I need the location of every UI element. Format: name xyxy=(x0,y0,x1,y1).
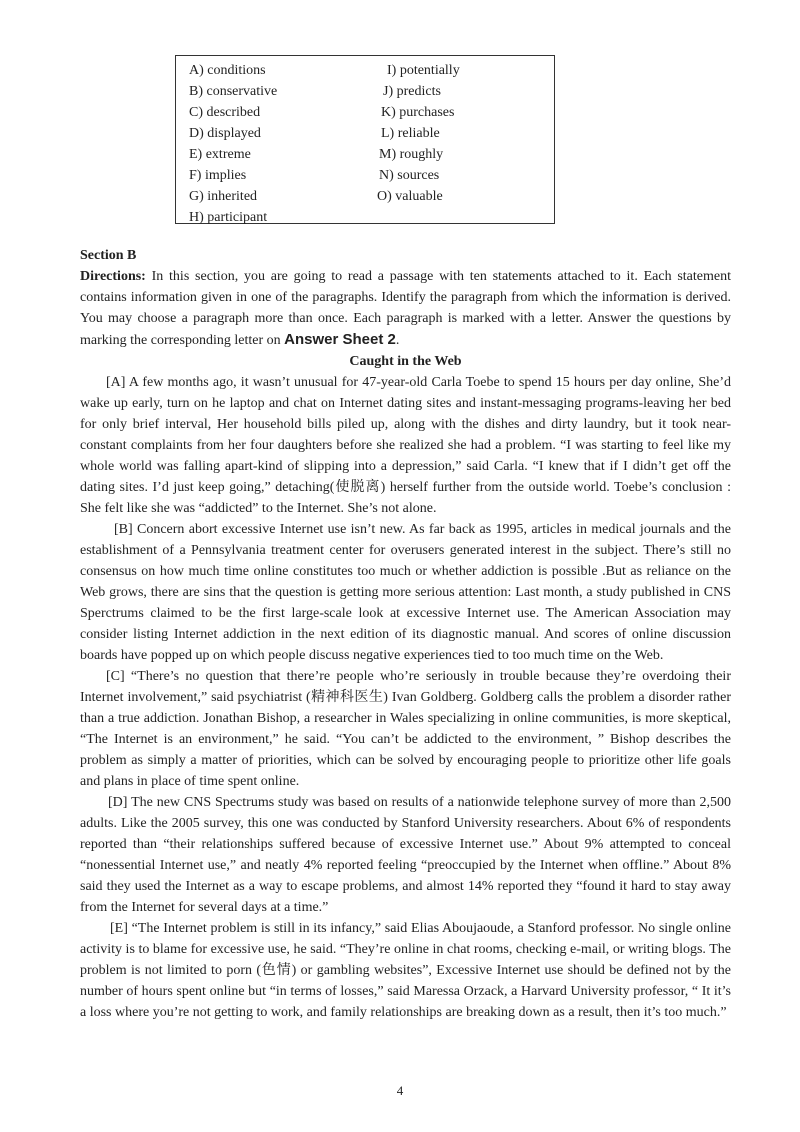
word-option: K) purchases xyxy=(381,105,455,120)
word-option: D) displayed xyxy=(189,126,261,141)
paragraph-c: [C] “There’s no question that there’re people who’re seriously in trouble because they’re overdoing their Internet involvement,” said psychiatrist (精神科医生) Ivan Goldberg. Goldberg calls the problem a disorder rather than a true addiction. Jonathan Bishop, a researcher in Wales specializing in online communities, is more skeptical, “The Internet is an environment,” he said. “You can’t be addicted to the environment, ” Bishop describes the problem as simply a matter of priorities, which can be solved by encouraging people to prioritize other life goals and plans in place of time spent online. xyxy=(80,669,731,789)
word-option: F) implies xyxy=(189,168,247,183)
paragraph-a: [A] A few months ago, it wasn’t unusual for 47-year-old Carla Toebe to spend 15 hours per day online, She’d wake up early, turn on he laptop and chat on Internet dating sites and instant-messaging programs-leaving her bed for only brief interval, Her household bills piled up, along with the dishes and dirty laundry, but it took near-constant complaints from her four daughters before she realized she had a problem. “I was starting to feel like my whole world was falling apart-kind of slipping into a depression,” said Carla. “I knew that if I didn’t get off the dating sites. I’d just keep going,” detaching(使脱离) herself further from the outside world. Toebe’s conclusion : She felt like she was “addicted” to the Internet. She’s not alone. xyxy=(80,375,731,516)
passage-title: Caught in the Web xyxy=(349,354,462,369)
word-option: I) potentially xyxy=(387,63,460,78)
directions-period: . xyxy=(395,333,400,348)
word-option: A) conditions xyxy=(189,63,266,78)
paragraph-e: [E] “The Internet problem is still in its infancy,” said Elias Aboujaoude, a Stanford professor. No single online activity is to blame for excessive use, he said. “They’re online in chat rooms, checking e-mail, or writing blogs. The problem is not limited to porn (色情) or gambling websites”, Excessive Internet use should be defined not by the number of hours spent online but “in terms of losses,” said Maressa Orzack, a Harvard University professor, “ It it’s a loss where you’re not getting to work, and family relationships are breaking down as a result, then it’s too much.” xyxy=(80,921,731,1020)
word-option: C) described xyxy=(189,105,261,120)
directions-text: In this section, you are going to read a passage with ten statements attached to it. Each statement contains information given in one of the paragraphs. Identify the paragraph from which the information is derived. You may choose a paragraph more than once. Each paragraph is marked with a letter. Answer the questions by marking the corresponding letter on xyxy=(80,269,731,348)
word-option: M) roughly xyxy=(379,147,444,162)
word-option: E) extreme xyxy=(189,147,251,162)
word-option: N) sources xyxy=(379,168,440,183)
page-number: 4 xyxy=(396,1083,404,1098)
word-option: G) inherited xyxy=(189,189,258,204)
paragraph-b: [B] Concern abort excessive Internet use isn’t new. As far back as 1995, articles in medical journals and the establishment of a Pennsylvania treatment center for overusers generated interest in the subject. There’s still no consensus on how much time online constitutes too much or whether addiction is possible .But as reliance on the Web grows, there are sins that the question is getting more serious attention: Last month, a study published in CNS Sperctrums claimed to be the first large-scale look at excessive Internet use. The American Association may consider listing Internet addiction in the next edition of its diagnostic manual. And scores of online discussion boards have popped up on which people discuss negative experiences tied to too much time on the Web. xyxy=(80,522,731,663)
page-content xyxy=(80,245,731,1023)
word-option: O) valuable xyxy=(377,189,443,204)
answer-sheet-label: Answer Sheet 2 xyxy=(284,331,396,348)
section-title: Section B xyxy=(80,248,137,263)
directions-label: Directions: xyxy=(80,269,146,284)
paragraph-d: [D] The new CNS Spectrums study was based on results of a nationwide telephone survey of more than 2,500 adults. Like the 2005 survey, this one was conducted by Stanford University researchers. About 6% of respondents reported than “their relationships suffered because of excessive Internet use.” About 9% attempted to conceal “nonessential Internet use,” and neatly 4% reported feeling “preoccupied by the Internet when offline.” About 8% said they used the Internet as a way to escape problems, and almost 14% reported they “found it hard to stay away from the Internet for several days at a time.” xyxy=(80,795,731,915)
word-bank-right-column xyxy=(377,60,460,207)
word-bank-left-column xyxy=(189,60,277,228)
word-option: J) predicts xyxy=(383,84,441,99)
word-option: B) conservative xyxy=(189,84,278,99)
word-option: L) reliable xyxy=(381,126,440,141)
word-bank-box xyxy=(175,55,555,224)
directions xyxy=(80,266,731,351)
word-option: H) participant xyxy=(189,210,268,225)
